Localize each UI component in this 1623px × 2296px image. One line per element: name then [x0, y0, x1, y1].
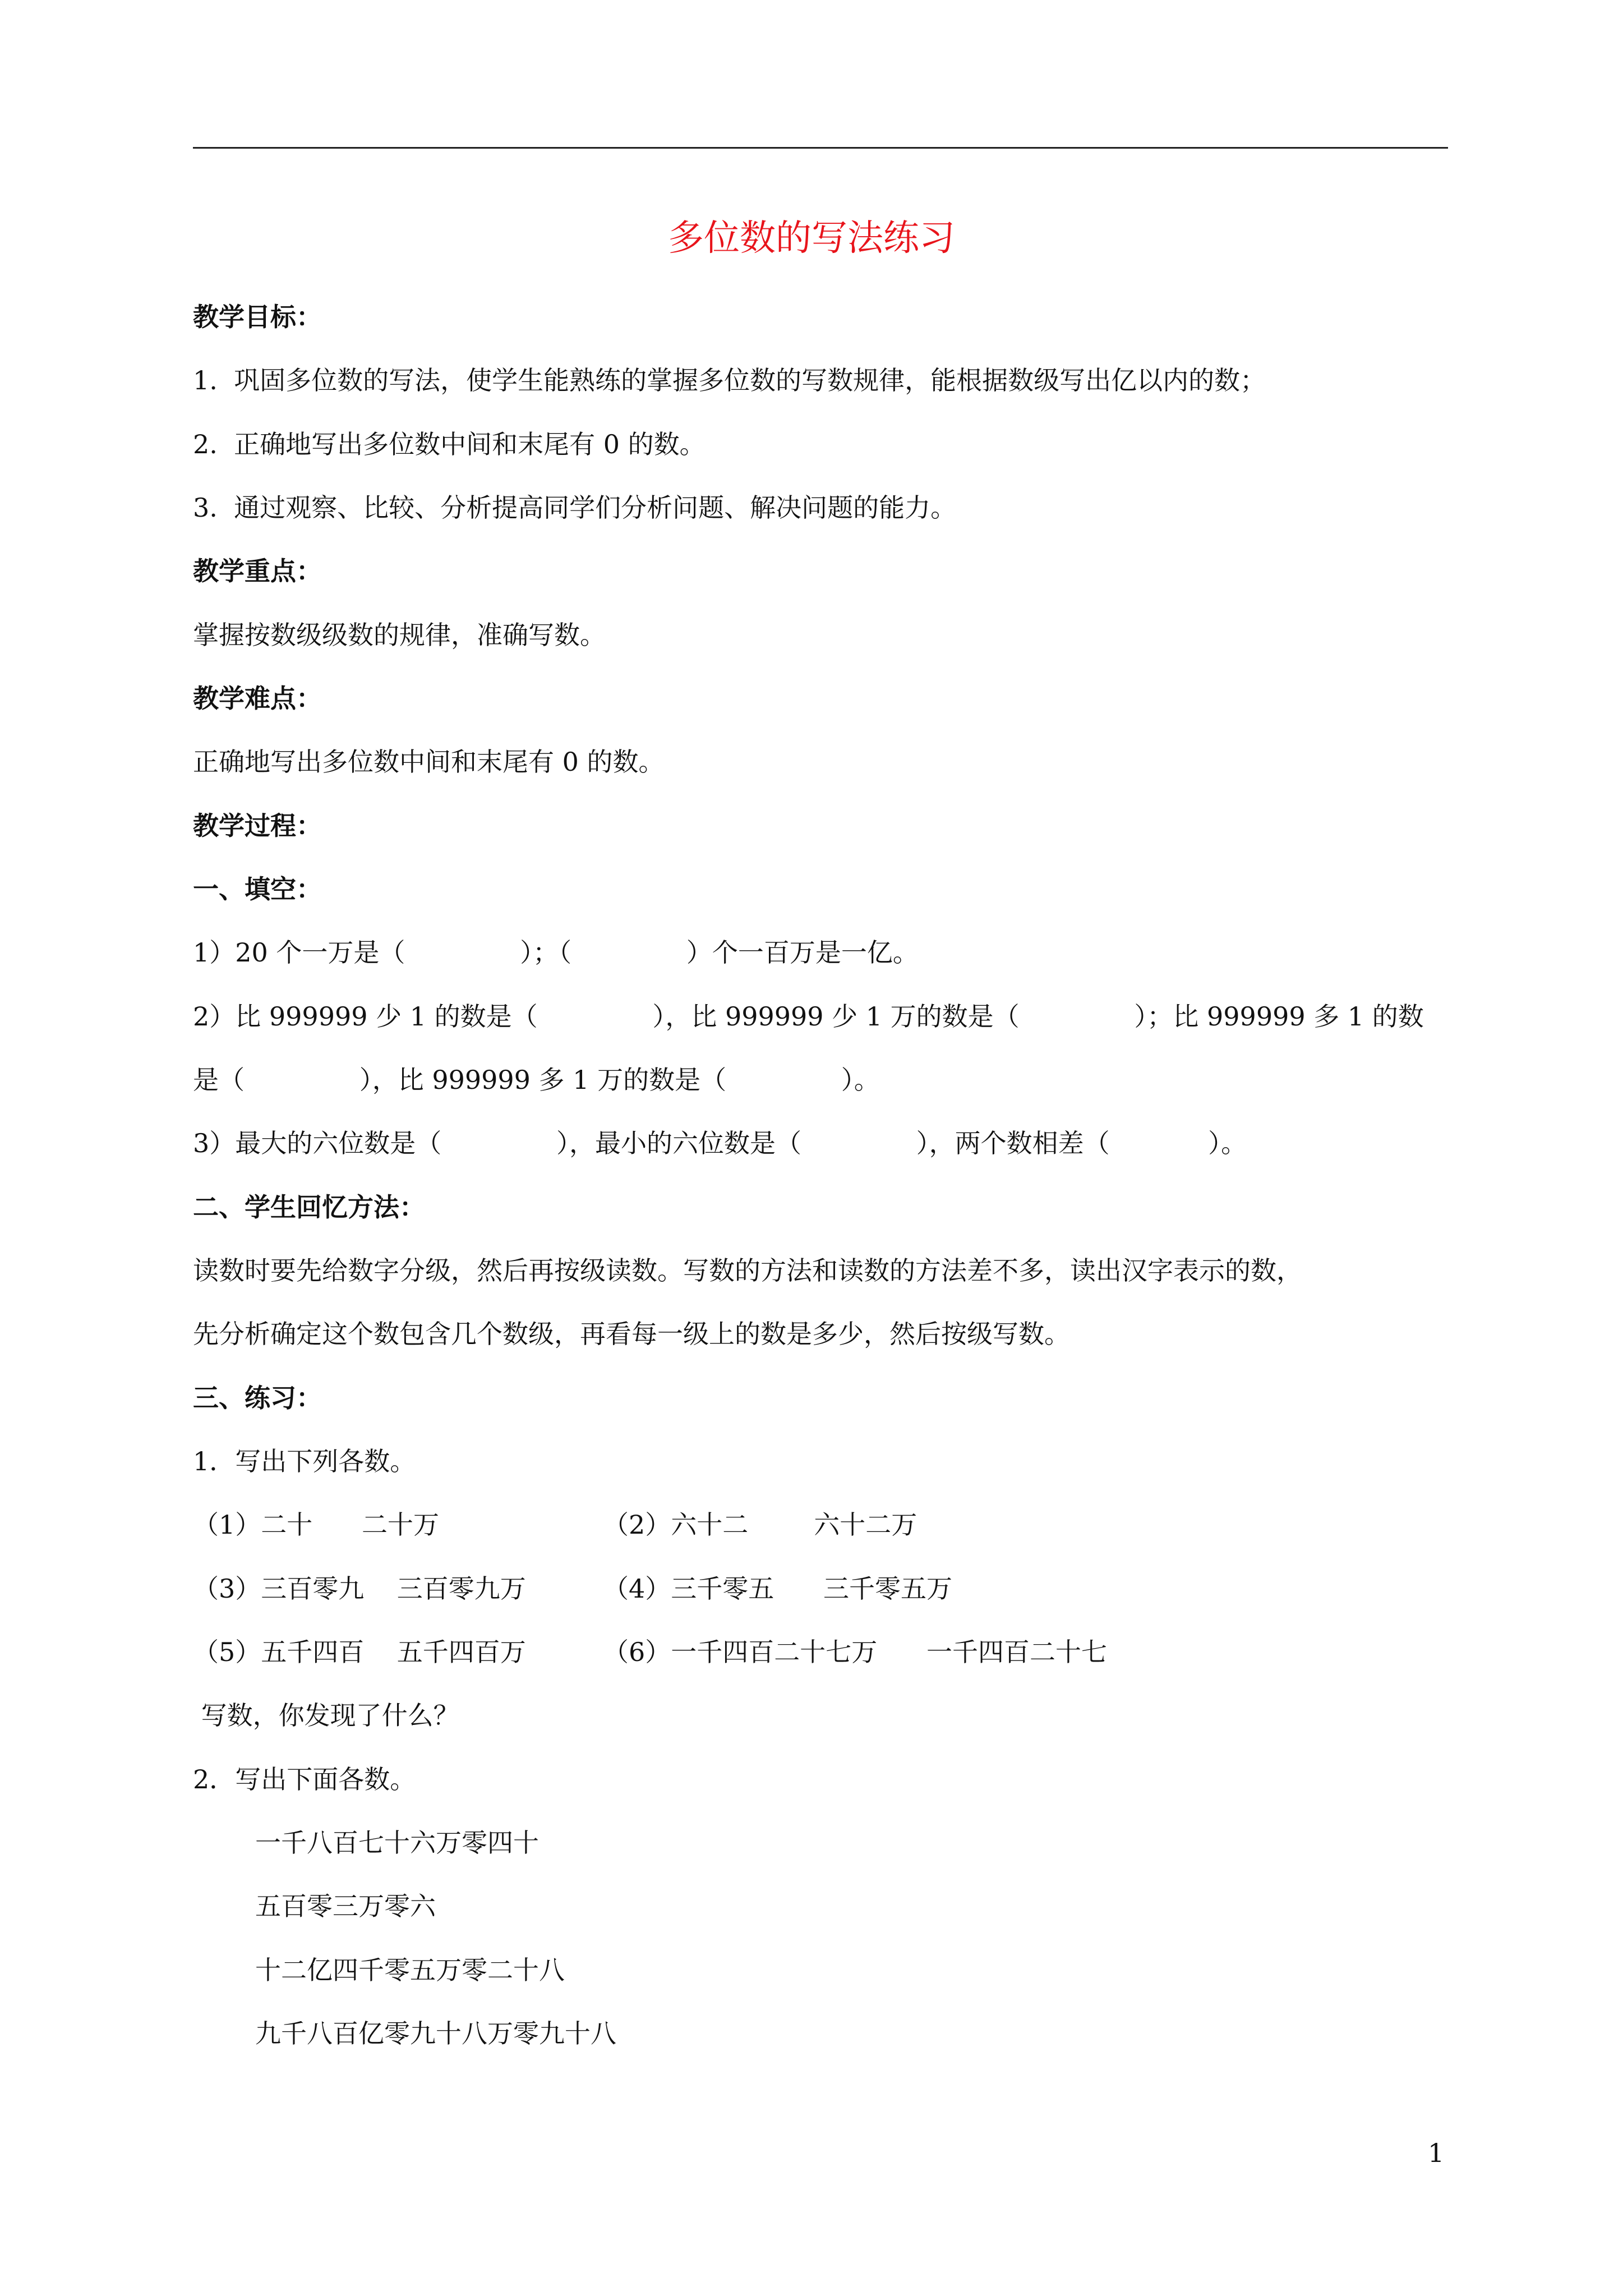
- recall-text-line-2: 先分析确定这个数包含几个数级，再看每一级上的数是多少，然后按级写数。: [193, 1319, 1070, 1349]
- exercise-1-title: 1．写出下列各数。: [193, 1446, 416, 1476]
- exercise-1-row-1-left: （1）二十 二十万: [193, 1510, 439, 1540]
- page-number: 1: [1428, 2138, 1445, 2168]
- section-practice-heading: 三、练习：: [193, 1383, 322, 1413]
- header-rule: [193, 147, 1448, 149]
- goal-item-2: 2. 正确地写出多位数中间和末尾有 0 的数。: [193, 429, 706, 459]
- fill-question-2-line-2: 是（ ），比 999999 多 1 万的数是（ ）。: [193, 1065, 880, 1095]
- exercise-1-row-3-right: （6）一千四百二十七万 一千四百二十七: [603, 1637, 1107, 1667]
- difficulty-text: 正确地写出多位数中间和末尾有 0 的数。: [193, 747, 665, 777]
- fill-question-3: 3）最大的六位数是（ ），最小的六位数是（ ），两个数相差（ ）。: [193, 1128, 1247, 1158]
- heading-process: 教学过程：: [193, 811, 322, 841]
- fill-question-1: 1）20 个一万是（ ）；（ ）个一百万是一亿。: [193, 937, 919, 968]
- exercise-1-row-1-right: （2）六十二 六十二万: [603, 1510, 917, 1540]
- exercise-1-row-2-left: （3）三百零九 三百零九万: [193, 1573, 526, 1604]
- goal-item-1: 1. 巩固多位数的写法，使学生能熟练的掌握多位数的写数规律，能根据数级写出亿以内的数；: [193, 365, 1266, 395]
- key-point-text: 掌握按数级级数的规律，准确写数。: [193, 620, 606, 650]
- heading-key-point: 教学重点：: [193, 556, 322, 586]
- exercise-2-item-3: 十二亿四千零五万零二十八: [255, 1955, 565, 1985]
- section-recall-heading: 二、学生回忆方法：: [193, 1192, 425, 1222]
- exercise-2-item-4: 九千八百亿零九十八万零九十八: [255, 2018, 616, 2049]
- exercise-2-item-1: 一千八百七十六万零四十: [255, 1828, 539, 1858]
- page-title: 多位数的写法练习: [668, 218, 955, 259]
- fill-question-2-line-1: 2）比 999999 少 1 的数是（ ），比 999999 少 1 万的数是（ ）；比 999999 多 1 的数: [193, 1001, 1424, 1032]
- heading-teaching-goals: 教学目标：: [193, 302, 322, 332]
- goal-item-3: 3. 通过观察、比较、分析提高同学们分析问题、解决问题的能力。: [193, 493, 957, 523]
- heading-difficulty: 教学难点：: [193, 683, 322, 714]
- exercise-2-title: 2．写出下面各数。: [193, 1764, 416, 1795]
- exercise-1-row-2-right: （4）三千零五 三千零五万: [603, 1573, 952, 1604]
- section-fill-heading: 一、填空：: [193, 874, 322, 904]
- exercise-1-row-3-left: （5）五千四百 五千四百万: [193, 1637, 526, 1667]
- exercise-2-item-2: 五百零三万零六: [255, 1891, 436, 1921]
- exercise-1-question: 写数，你发现了什么？: [193, 1700, 459, 1731]
- recall-text-line-1: 读数时要先给数字分级，然后再按级读数。写数的方法和读数的方法差不多，读出汉字表示的数，: [193, 1255, 1302, 1286]
